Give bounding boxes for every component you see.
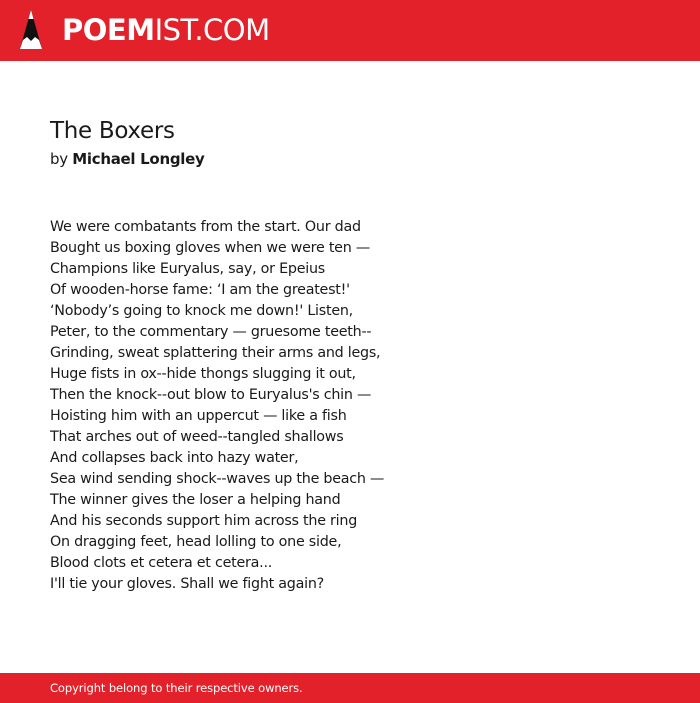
poem-content bbox=[50, 116, 650, 595]
poem-line: And his seconds support him across the ring bbox=[50, 513, 358, 529]
poem-line: Huge fists in ox--hide thongs slugging it out, bbox=[50, 366, 356, 382]
site-footer bbox=[0, 673, 700, 703]
poem-line: The winner gives the loser a helping hand bbox=[50, 492, 341, 508]
byline-label: by bbox=[50, 150, 73, 168]
author-link[interactable]: Michael Longley bbox=[72, 150, 205, 168]
poem-line: That arches out of weed--tangled shallows bbox=[50, 429, 344, 445]
site-logo-text bbox=[62, 8, 270, 52]
poem-byline bbox=[50, 149, 650, 169]
poem-line: Grinding, sweat splattering their arms and legs, bbox=[50, 345, 381, 361]
poem-line: Then the knock--out blow to Euryalus's chin — bbox=[50, 387, 372, 403]
poem-line: We were combatants from the start. Our dad bbox=[50, 219, 361, 235]
poem-line: Hoisting him with an uppercut — like a fish bbox=[50, 408, 347, 424]
poem-line: Champions like Euryalus, say, or Epeius bbox=[50, 261, 325, 277]
poem-line: On dragging feet, head lolling to one side, bbox=[50, 534, 342, 550]
site-header bbox=[0, 0, 700, 61]
poem-line: And collapses back into hazy water, bbox=[50, 450, 299, 466]
logo-text-light: IST.COM bbox=[154, 13, 270, 47]
poem-line: Sea wind sending shock--waves up the beach — bbox=[50, 471, 385, 487]
pencil-icon bbox=[18, 8, 44, 52]
poem-body bbox=[50, 217, 650, 595]
footer-copyright: Copyright belong to their respective owners. bbox=[50, 681, 303, 695]
poem-line: Of wooden-horse fame: ‘I am the greatest!' bbox=[50, 282, 350, 298]
site-logo-link[interactable] bbox=[18, 8, 270, 52]
poem-title: The Boxers bbox=[50, 118, 175, 144]
poem-line: Peter, to the commentary — gruesome teeth-- bbox=[50, 324, 372, 340]
poem-line: Blood clots et cetera et cetera... bbox=[50, 555, 273, 571]
logo-text-bold: POEM bbox=[62, 13, 155, 47]
poem-line: Bought us boxing gloves when we were ten — bbox=[50, 240, 370, 256]
poem-line: I'll tie your gloves. Shall we fight again? bbox=[50, 576, 325, 592]
poem-line: ‘Nobody’s going to knock me down!' Listen, bbox=[50, 303, 353, 319]
